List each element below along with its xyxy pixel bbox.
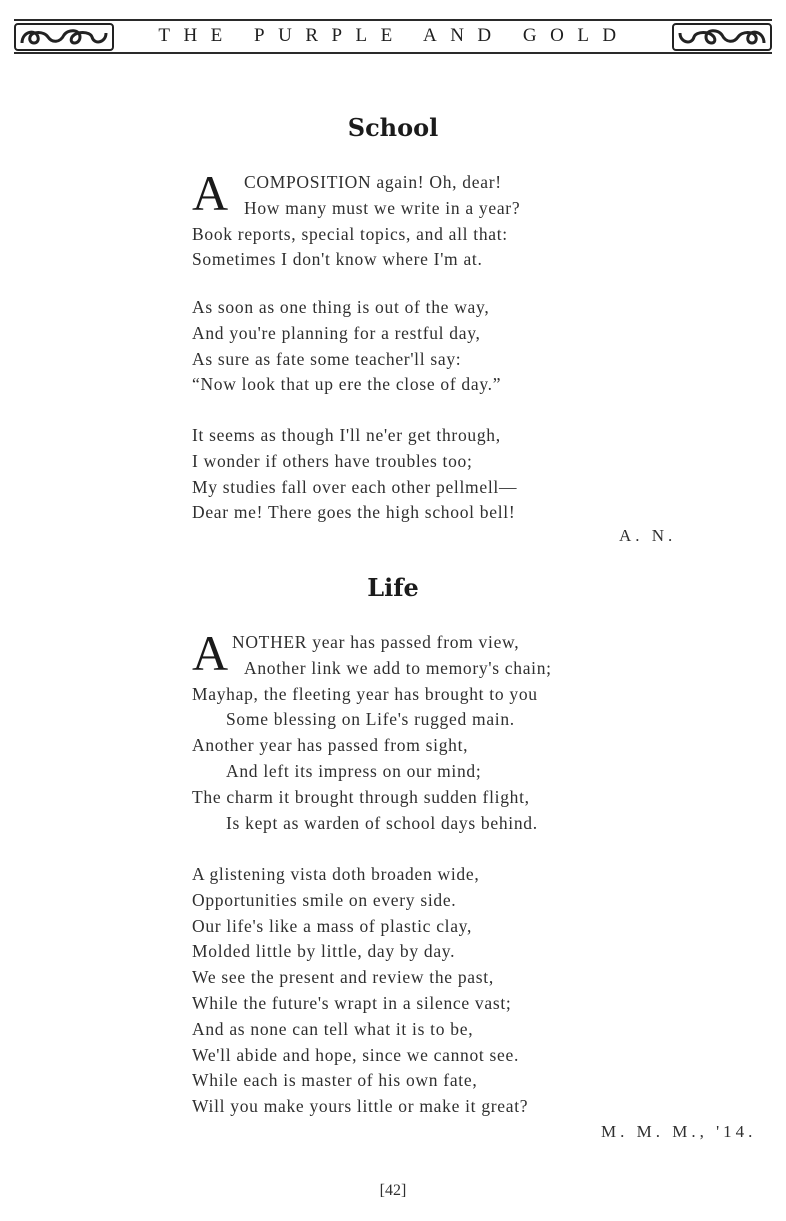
poem-line: Our life's like a mass of plastic clay, [192,915,473,936]
life-stanza-1 [192,625,552,836]
poem-line: As soon as one thing is out of the way, [192,297,490,317]
drop-cap: A [192,165,229,221]
poem-line: Sometimes I don't know where I'm at. [192,249,483,270]
life-stanza-2 [192,862,528,1120]
poem-line: While the future's wrapt in a silence vast; [192,992,512,1013]
school-stanza-3 [192,423,517,526]
poem-title-life: Life [367,573,419,602]
poem-title-school: School [347,113,439,142]
poem-line: It seems as though I'll ne'er get through, [192,425,501,445]
drop-cap: A [192,625,229,681]
page-header [14,17,772,55]
poem-line: A glistening vista doth broaden wide, [192,864,480,884]
poem-line: We see the present and review the past, [192,967,494,988]
poem-line: Some blessing on Life's rugged main. [226,709,515,730]
signature-school: A. N. [619,526,677,545]
header-title: THE PURPLE AND GOLD [158,25,630,46]
poem-line: My studies fall over each other pellmell— [192,476,518,497]
poem-line: Mayhap, the fleeting year has brought to you [192,683,538,704]
page-number: [42] [379,1182,407,1199]
school-stanza-1 [192,165,521,273]
poem-line: We'll abide and hope, since we cannot see. [192,1044,520,1065]
header-bottom-rule [14,52,772,54]
poem-line: A NOTHER year has passed from view, [192,625,520,681]
signature-life: M. M. M., '14. [601,1122,757,1141]
poem-line: And you're planning for a restful day, [192,322,481,343]
poem-line: Will you make yours little or make it great? [192,1096,529,1117]
poem-line: While each is master of his own fate, [192,1070,478,1091]
poem-line: Book reports, special topics, and all that: [192,223,508,244]
header-top-rule [14,19,772,21]
poem-line: Another year has passed from sight, [192,735,469,756]
poem-line: “Now look that up ere the close of day.” [192,374,502,395]
poem-line: And as none can tell what it is to be, [192,1018,474,1039]
poem-line: The charm it brought through sudden flight, [192,786,530,807]
poem-line: Dear me! There goes the high school bell! [192,502,516,523]
scroll-ornament-icon [672,23,772,51]
poem-line: Another link we add to memory's chain; [244,657,552,678]
poem-line: And left its impress on our mind; [226,760,482,781]
poem-line: As sure as fate some teacher'll say: [192,348,462,369]
scroll-ornament-icon [14,23,114,51]
poem-line: Opportunities smile on every side. [192,889,457,910]
school-stanza-2 [192,295,501,398]
poem-line: Is kept as warden of school days behind. [226,812,538,833]
poem-line: I wonder if others have troubles too; [192,450,473,471]
poem-line: How many must we write in a year? [244,197,521,218]
poem-line: A COMPOSITION again! Oh, dear! [192,165,502,221]
poem-line: Molded little by little, day by day. [192,941,456,962]
